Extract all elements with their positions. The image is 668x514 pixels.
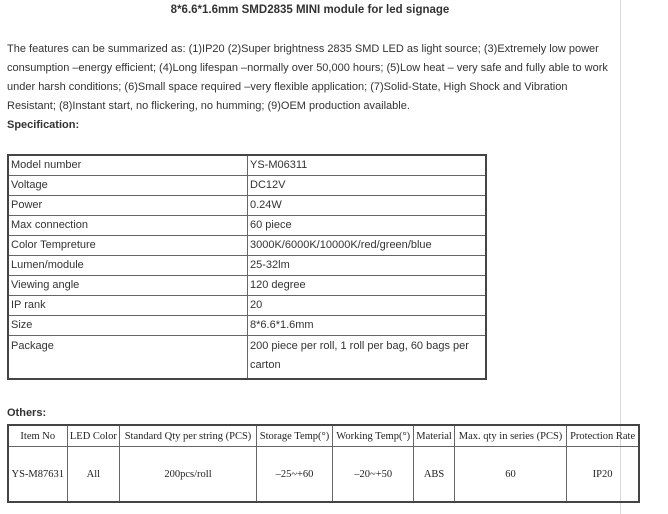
- table-row: [8, 256, 486, 276]
- table-row: [8, 236, 486, 256]
- cell-storage-temp: –25~+60: [256, 447, 332, 503]
- spec-key-power: Power: [8, 196, 248, 216]
- others-table: [7, 424, 640, 503]
- spec-key-package: Package: [8, 336, 248, 380]
- spec-value-power: 0.24W: [248, 196, 487, 216]
- specification-heading: Specification:: [7, 119, 80, 131]
- spec-value-model-number: YS-M06311: [248, 155, 487, 176]
- spec-value-ip-rank: 20: [248, 296, 487, 316]
- cell-working-temp: –20~+50: [333, 447, 414, 503]
- spec-key-model-number: Model number: [8, 155, 248, 176]
- table-row: [8, 216, 486, 236]
- column-header-max-qty: Max. qty in series (PCS): [454, 425, 566, 447]
- cell-led-color: All: [67, 447, 120, 503]
- page-title: 8*6.6*1.6mm SMD2835 MINI module for led signage: [170, 4, 450, 16]
- spec-key-max-connection: Max connection: [8, 216, 248, 236]
- column-header-material: Material: [414, 425, 455, 447]
- cell-material: ABS: [414, 447, 455, 503]
- column-header-led-color: LED Color: [67, 425, 120, 447]
- spec-value-package: 200 piece per roll, 1 roll per bag, 60 bags per carton: [248, 336, 487, 380]
- table-row: [8, 316, 486, 336]
- spec-value-viewing-angle: 120 degree: [248, 276, 487, 296]
- table-row: [8, 296, 486, 316]
- spec-value-max-connection: 60 piece: [248, 216, 487, 236]
- features-paragraph: The features can be summarized as: (1)IP20 (2)Super brightness 2835 SMD LED as light source; (3)Extremely low power consumption –energy efficient; (4)Long lifespan –normally over 50,000 hours; (5)Low heat – very safe and fully able to work under harsh conditions; (6)Small space required –very flexible application; (7)Solid-State, High Shock and Vibration Resistant; (8)Instant start, no flickering, no humming; (9)OEM production available.: [7, 43, 608, 112]
- column-header-item-no: Item No: [8, 425, 67, 447]
- column-header-protection-rate: Protection Rate: [567, 425, 639, 447]
- others-heading: Others:: [7, 407, 47, 419]
- cell-standard-qty: 200pcs/roll: [120, 447, 257, 503]
- column-header-working-temp: Working Temp(°): [333, 425, 414, 447]
- column-header-storage-temp: Storage Temp(°): [256, 425, 332, 447]
- table-row: [8, 155, 486, 176]
- spec-key-voltage: Voltage: [8, 176, 248, 196]
- table-row: [8, 196, 486, 216]
- table-row: [8, 176, 486, 196]
- table-row: [8, 276, 486, 296]
- table-header-row: [8, 425, 639, 447]
- spec-key-lumen: Lumen/module: [8, 256, 248, 276]
- spec-key-size: Size: [8, 316, 248, 336]
- spec-value-size: 8*6.6*1.6mm: [248, 316, 487, 336]
- spec-value-voltage: DC12V: [248, 176, 487, 196]
- table-row: [8, 447, 639, 503]
- specification-table: [7, 154, 487, 380]
- column-header-standard-qty: Standard Qty per string (PCS): [120, 425, 257, 447]
- spec-value-lumen: 25-32lm: [248, 256, 487, 276]
- spec-key-color-temperature: Color Tempreture: [8, 236, 248, 256]
- spec-key-ip-rank: IP rank: [8, 296, 248, 316]
- cell-max-qty: 60: [454, 447, 566, 503]
- spec-value-color-temperature: 3000K/6000K/10000K/red/green/blue: [248, 236, 487, 256]
- table-row: [8, 336, 486, 380]
- cell-item-no: YS-M87631: [8, 447, 67, 503]
- spec-key-viewing-angle: Viewing angle: [8, 276, 248, 296]
- cell-protection-rate: IP20: [567, 447, 639, 503]
